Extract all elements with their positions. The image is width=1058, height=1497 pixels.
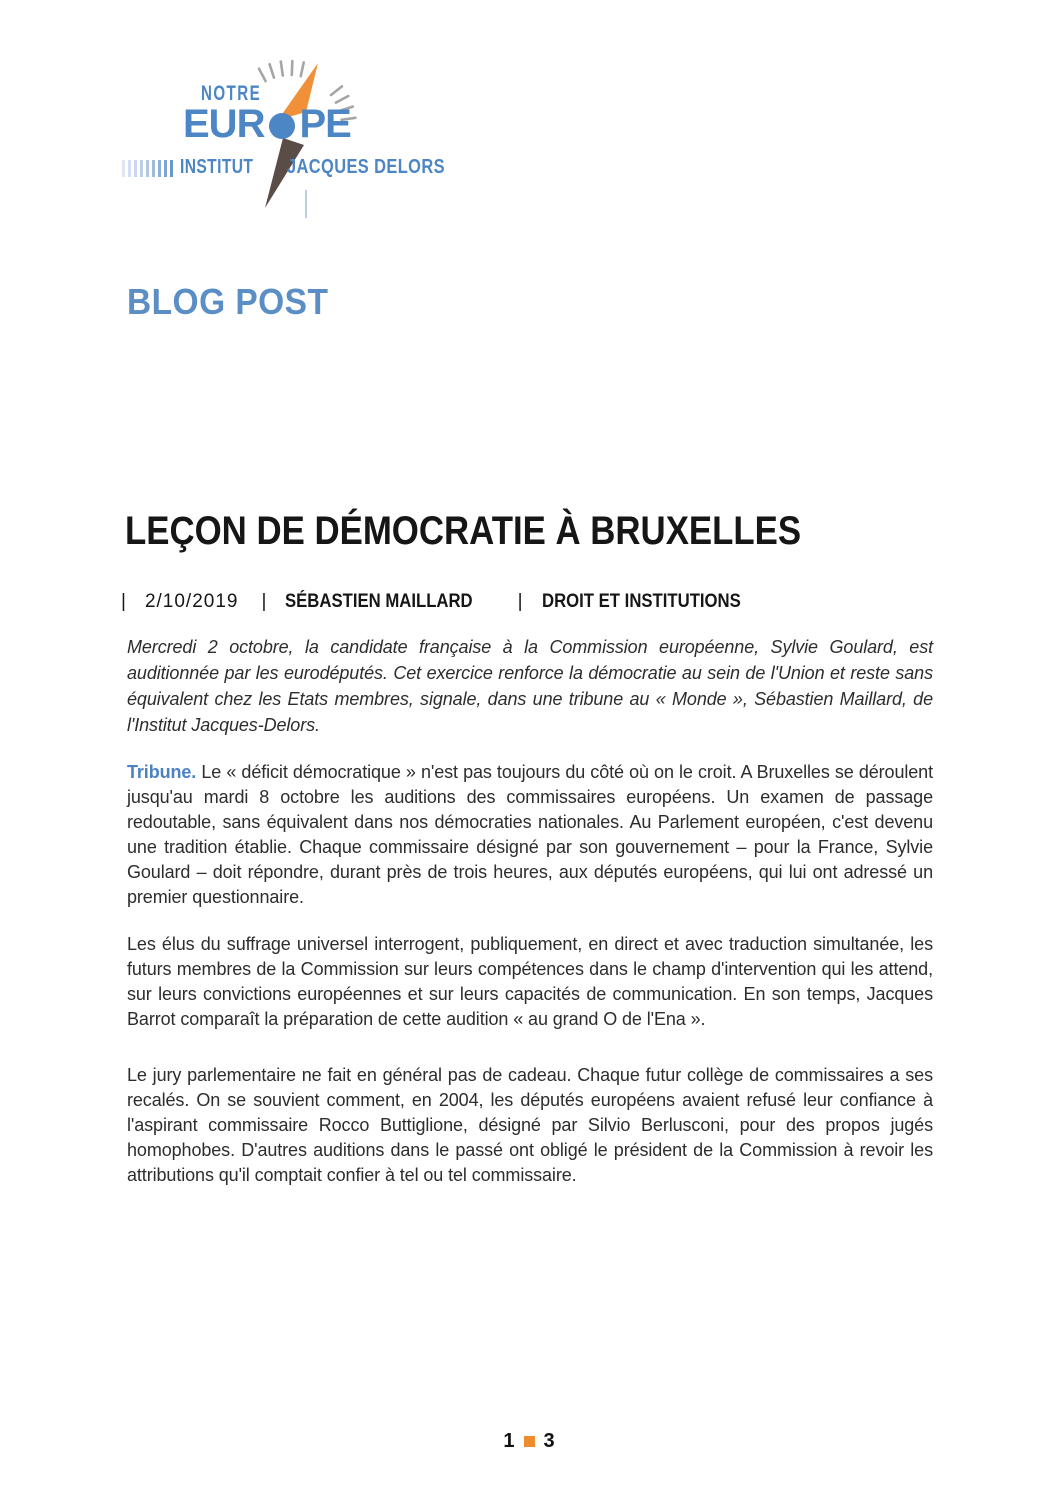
- paragraph-text: Les élus du suffrage universel interrogent, publiquement, en direct et avec traduction simultanée, les futurs membres de la Commission sur leurs compétences dans le champ d'intervention qui les attend, sur leurs convictions européennes et sur leurs capacités de communication. En son temps, Jacques Barrot comparaît la préparation de cette audition « au grand O de l'Ena ».: [127, 934, 933, 1029]
- compass-center-dot-icon: [269, 113, 295, 139]
- logo-europe-post: PE: [299, 102, 351, 146]
- logo-tick-bars-icon: [122, 160, 173, 177]
- page-title: LEÇON DE DÉMOCRATIE À BRUXELLES: [125, 509, 802, 553]
- logo-europe-pre: EUR: [183, 102, 265, 146]
- meta-date: 2/10/2019: [144, 591, 239, 612]
- page-separator-square-icon: [524, 1436, 535, 1447]
- meta-separator: |: [261, 591, 267, 612]
- paragraph-text: Le jury parlementaire ne fait en général pas de cadeau. Chaque futur collège de commissaires a ses recalés. On se souvient comment, en 2004, les députés européens avaient refusé leur confiance à l'aspirant commissaire Rocco Buttiglione, désigné par Silvio Berlusconi, pour des propos jugés homophobes. D'autres auditions dans le passé ont obligé le président de la Commission à revoir les attributions qu'il comptait confier à tel ou tel commissaire.: [127, 1065, 933, 1185]
- logo-europe-text: [183, 104, 351, 144]
- total-pages: 3: [543, 1430, 555, 1452]
- article-intro: Mercredi 2 octobre, la candidate française à la Commission européenne, Sylvie Goulard, est auditionnée par les eurodéputés. Cet exercice renforce la démocratie au sein de l'Union et reste sans équivalent chez les Etats membres, signale, dans une tribune au « Monde », Sébastien Maillard, de l'Institut Jacques-Delors.: [127, 637, 933, 735]
- meta-separator: |: [517, 591, 523, 612]
- paragraph-text: Le « déficit démocratique » n'est pas toujours du côté où on le croit. A Bruxelles se déroulent jusqu'au mardi 8 octobre les auditions des commissaires européens. Un examen de passage redoutable, sans équivalent dans nos démocraties nationales. Au Parlement européen, c'est devenu une tradition établie. Chaque commissaire désigné par son gouvernement – pour la France, Sylvie Goulard – doit répondre, durant près de trois heures, aux députés européens, qui lui ont adressé un premier questionnaire.: [127, 762, 933, 907]
- meta-separator: |: [121, 591, 126, 612]
- article-paragraph: [127, 932, 933, 1032]
- institute-logo: [120, 55, 465, 230]
- meta-author: SÉBASTIEN MAILLARD: [285, 591, 474, 612]
- page-number: 1: [503, 1430, 515, 1452]
- logo-notre-text: NOTRE: [201, 82, 262, 105]
- logo-jacques-delors-text: JACQUES DELORS: [287, 156, 445, 178]
- article-meta: [121, 591, 767, 613]
- logo-institut-text: INSTITUT: [180, 156, 254, 178]
- article-paragraph: [127, 760, 933, 910]
- doc-type-heading: BLOG POST: [127, 281, 329, 322]
- meta-category: DROIT ET INSTITUTIONS: [541, 591, 741, 612]
- article-paragraph: [127, 1063, 933, 1188]
- paragraph-lead: Tribune.: [127, 762, 197, 782]
- page-footer: [0, 1430, 1058, 1452]
